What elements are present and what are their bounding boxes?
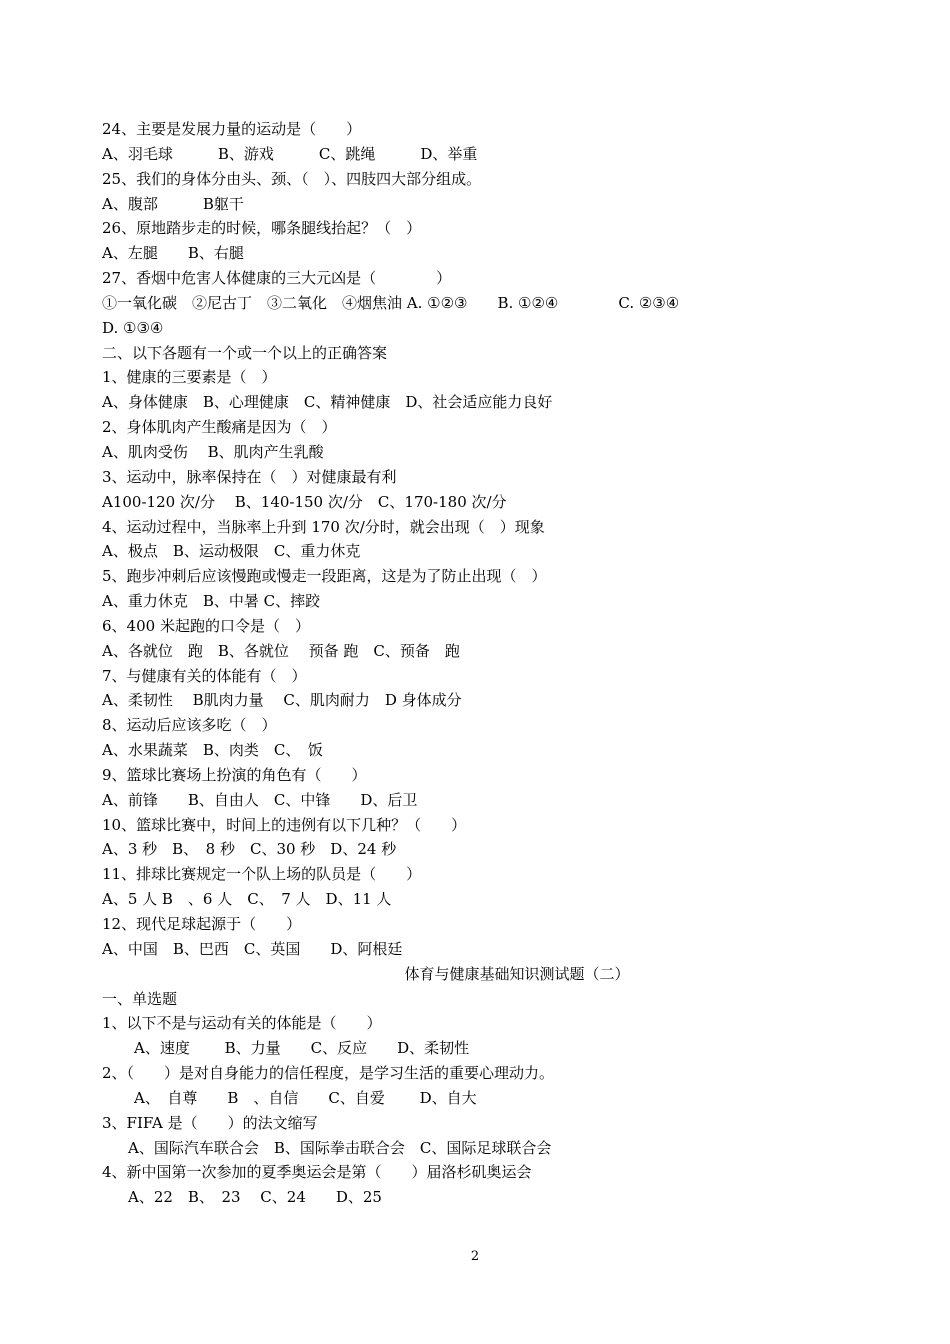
document-body xyxy=(102,117,822,1210)
text-line: A、羽毛球 B、游戏 C、跳绳 D、举重 xyxy=(102,144,478,163)
text-line: A、3 秒 B、 8 秒 C、30 秒 D、24 秒 xyxy=(102,840,397,859)
text-line: A、 自尊 B 、自信 C、自爱 D、自大 xyxy=(134,1088,477,1107)
section-title: 体育与健康基础知识测试题（二） xyxy=(404,964,630,983)
text-line: 8、运动后应该多吃（ ） xyxy=(102,716,277,735)
text-line: 6、400 米起跑的口令是（ ） xyxy=(102,616,310,635)
text-line: A、前锋 B、自由人 C、中锋 D、后卫 xyxy=(102,790,418,809)
text-line: 5、跑步冲刺后应该慢跑或慢走一段距离，这是为了防止出现（ ） xyxy=(102,567,547,586)
text-line: 1、以下不是与运动有关的体能是（ ） xyxy=(102,1014,382,1033)
text-line: 3、FIFA 是（ ）的法文缩写 xyxy=(102,1113,318,1132)
text-line: A、22 B、 23 C、24 D、25 xyxy=(128,1188,382,1207)
text-line: 27、香烟中危害人体健康的三大元凶是（ ） xyxy=(102,269,452,288)
text-line: 9、篮球比赛场上扮演的角色有（ ） xyxy=(102,765,367,784)
text-line: 4、新中国第一次参加的夏季奥运会是第（ ）届洛杉矶奥运会 xyxy=(102,1163,532,1182)
text-line: 12、现代足球起源于（ ） xyxy=(102,915,302,933)
text-line: 2、（ ）是对自身能力的信任程度，是学习生活的重要心理动力。 xyxy=(102,1064,555,1083)
text-line: ①一氧化碳 ②尼古丁 ③二氧化 ④烟焦油 A. ①②③ B. ①②④ C. ②③④ xyxy=(102,293,680,312)
text-line: A、左腿 B、右腿 xyxy=(102,244,244,263)
text-line: 二、以下各题有一个或一个以上的正确答案 xyxy=(102,343,388,362)
text-line: A100-120 次/分 B、140-150 次/分 C、170-180 次/分 xyxy=(102,492,507,511)
text-line: 24、主要是发展力量的运动是（ ） xyxy=(102,120,362,138)
text-line: A、柔韧性 B肌肉力量 C、肌肉耐力 D 身体成分 xyxy=(102,691,462,710)
text-line: A、速度 B、力量 C、反应 D、柔韧性 xyxy=(134,1039,470,1058)
text-line: 1、健康的三要素是（ ） xyxy=(102,368,277,387)
text-line: 7、与健康有关的体能有（ ） xyxy=(102,666,307,685)
text-line: 一、单选题 xyxy=(102,989,178,1008)
text-line: A、水果蔬菜 B、肉类 C、 饭 xyxy=(102,741,323,760)
text-line: A、肌肉受伤 B、肌肉产生乳酸 xyxy=(102,442,324,461)
text-line: A、身体健康 B、心理健康 C、精神健康 D、社会适应能力良好 xyxy=(102,393,553,412)
text-line: 3、运动中，脉率保持在（ ）对健康最有利 xyxy=(102,467,397,486)
text-line: A、重力休克 B、中暑 C、摔跤 xyxy=(102,592,321,611)
text-line: A、中国 B、巴西 C、英国 D、阿根廷 xyxy=(102,939,403,958)
text-line: A、各就位 跑 B、各就位 预备 跑 C、预备 跑 xyxy=(102,641,460,660)
text-line: 11、排球比赛规定一个队上场的队员是（ ） xyxy=(102,865,422,884)
text-line: A、腹部 B躯干 xyxy=(102,194,244,213)
text-line: A、国际汽车联合会 B、国际拳击联合会 C、国际足球联合会 xyxy=(128,1138,552,1157)
text-line: 25、我们的身体分由头、颈、（ ）、四肢四大部分组成。 xyxy=(102,169,482,188)
page-number: 2 xyxy=(470,1249,480,1264)
text-line: A、极点 B、运动极限 C、重力休克 xyxy=(102,542,361,561)
text-line: 26、原地踏步走的时候，哪条腿线抬起？（ ） xyxy=(102,219,422,238)
text-line: 10、篮球比赛中，时间上的违例有以下几种？（ ） xyxy=(102,815,467,834)
text-line: D. ①③④ xyxy=(102,318,164,337)
text-line: A、5 人 B 、6 人 C、 7 人 D、11 人 xyxy=(102,890,392,909)
text-line: 2、身体肌肉产生酸痛是因为（ ） xyxy=(102,418,337,437)
text-line: 4、运动过程中，当脉率上升到 170 次/分时，就会出现（ ）现象 xyxy=(102,517,545,536)
